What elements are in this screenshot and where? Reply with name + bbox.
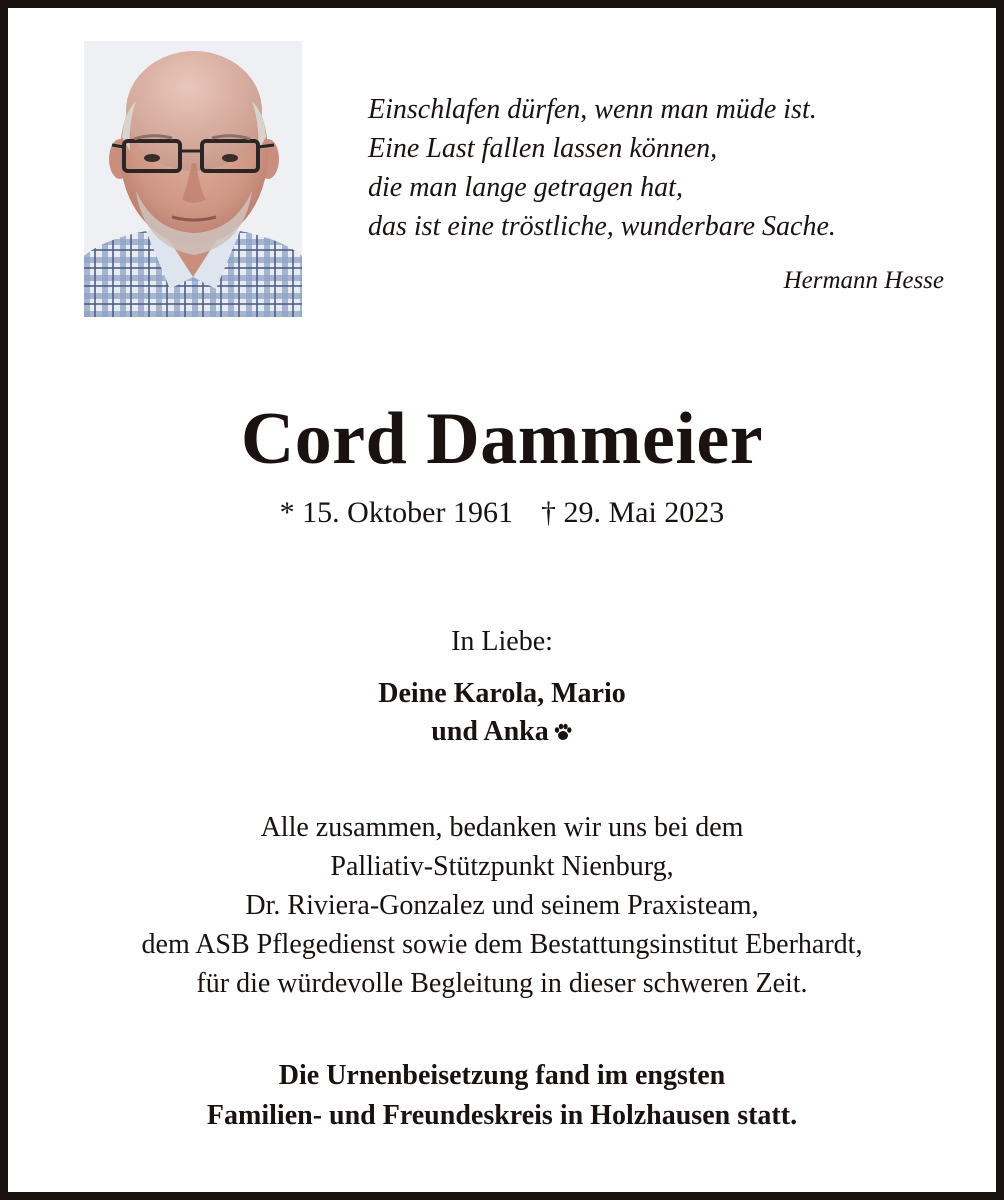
birth-date: * 15. Oktober 1961 (279, 496, 513, 529)
thanks-text (8, 808, 996, 1003)
deceased-name: Cord Dammeier (240, 398, 764, 480)
burial-line: Familien- und Freundeskreis in Holzhausen statt. (206, 1100, 798, 1131)
poem-line: die man lange getragen hat, (368, 172, 683, 203)
poem-line: Einschlafen dürfen, wenn man müde ist. (368, 94, 817, 125)
mourners-intro: In Liebe: (451, 626, 553, 657)
poem-line: Eine Last fallen lassen können, (368, 133, 718, 164)
poem-author: Hermann Hesse (783, 267, 944, 294)
portrait-photo (84, 41, 302, 317)
mourners-line: und Anka (431, 716, 549, 747)
thanks-line: Alle zusammen, bedanken wir uns bei dem (260, 812, 744, 843)
thanks-line: für die würdevolle Begleitung in dieser schweren Zeit. (196, 968, 808, 999)
death-date: † 29. Mai 2023 (540, 496, 725, 529)
poem-line: das ist eine tröstliche, wunderbare Sache. (368, 211, 836, 242)
paw-print-icon (553, 715, 573, 753)
mourners-names (8, 675, 996, 753)
thanks-line: dem ASB Pflegedienst sowie dem Bestattungsinstitut Eberhardt, (141, 929, 863, 960)
mourners-line: Deine Karola, Mario (378, 678, 626, 709)
burial-line: Die Urnenbeisetzung fand im engsten (278, 1060, 726, 1091)
mourners-line-with-pet (8, 713, 996, 753)
burial-note (8, 1056, 996, 1136)
thanks-line: Palliativ-Stützpunkt Nienburg, (330, 851, 674, 882)
poem-quote (368, 90, 968, 246)
life-dates (8, 495, 996, 531)
thanks-line: Dr. Riviera-Gonzalez und seinem Praxisteam, (245, 890, 759, 921)
